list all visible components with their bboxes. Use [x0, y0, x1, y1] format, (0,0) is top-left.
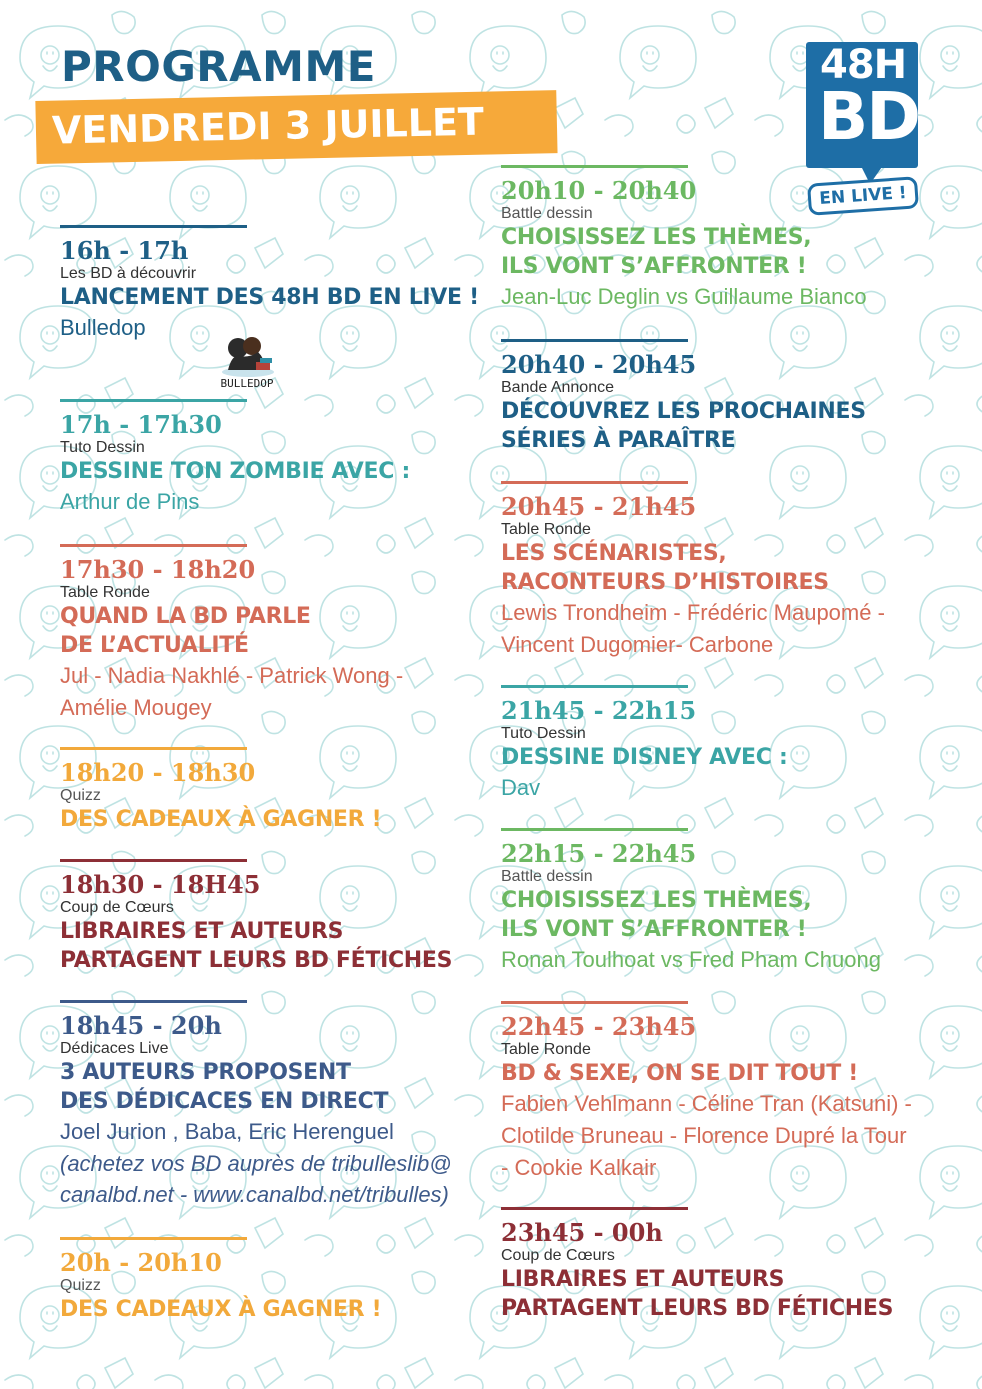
category: Table Ronde	[501, 521, 591, 538]
divider	[501, 1001, 688, 1004]
logo-line-2: BD	[818, 78, 920, 155]
divider	[501, 339, 688, 342]
session-title-line-1: 3 AUTEURS PROPOSENT	[60, 1060, 351, 1085]
logo-speech-bubble	[806, 42, 918, 168]
category: Table Ronde	[60, 584, 150, 601]
schedule-item	[60, 225, 479, 344]
session-title: DESSINE TON ZOMBIE AVEC :	[60, 459, 410, 484]
divider	[60, 399, 247, 402]
time-slot: 23h45 - 00h	[501, 1218, 663, 1247]
session-title-line-2: SÉRIES À PARAÎTRE	[501, 428, 736, 453]
session-title: DES CADEAUX À GAGNER !	[60, 1297, 382, 1322]
schedule-item	[60, 544, 403, 724]
session-title-line-1: LES SCÉNARISTES,	[501, 541, 727, 566]
session-title-line-2: PARTAGENT LEURS BD FÉTICHES	[501, 1296, 894, 1321]
session-title-line-1: LIBRAIRES ET AUTEURS	[501, 1267, 785, 1292]
bulledop-mascot-icon	[212, 334, 282, 378]
time-slot: 18h45 - 20h	[60, 1011, 222, 1040]
session-title-line-1: LIBRAIRES ET AUTEURS	[60, 919, 344, 944]
time-slot: 20h10 - 20h40	[501, 176, 697, 205]
session-title-line-1: CHOISISSEZ LES THÈMES,	[501, 225, 812, 250]
time-slot: 22h45 - 23h45	[501, 1012, 697, 1041]
time-slot: 20h45 - 21h45	[501, 492, 697, 521]
session-title-line-1: QUAND LA BD PARLE	[60, 604, 311, 629]
time-slot: 16h - 17h	[60, 236, 189, 265]
divider	[60, 747, 247, 750]
time-slot: 18h20 - 18h30	[60, 758, 256, 787]
session-title-line-2: ILS VONT S’AFFRONTER !	[501, 917, 807, 942]
schedule-item	[60, 399, 410, 518]
divider	[60, 859, 247, 862]
speakers-line-3: - Cookie Kalkair	[501, 1155, 657, 1180]
time-slot: 21h45 - 22h15	[501, 696, 697, 725]
speakers-line-1: Lewis Trondheim - Frédéric Maupomé -	[501, 600, 885, 625]
category: Bande Annonce	[501, 379, 614, 396]
divider	[60, 1237, 247, 1240]
category: Quizz	[60, 787, 101, 804]
purchase-note-line-2: canalbd.net - www.canalbd.net/tribulles)	[60, 1182, 449, 1207]
logo-badge: EN LIVE !	[807, 176, 919, 216]
session-title: DESSINE DISNEY AVEC :	[501, 745, 788, 770]
speakers: Bulledop	[60, 315, 146, 340]
category: Les BD à découvrir	[60, 265, 197, 282]
category: Dédicaces Live	[60, 1040, 169, 1057]
category: Battle dessin	[501, 205, 593, 222]
divider	[501, 685, 688, 688]
divider	[60, 1000, 247, 1003]
time-slot: 20h40 - 20h45	[501, 350, 697, 379]
session-title-line-2: DE L’ACTUALITÉ	[60, 633, 249, 658]
speakers: Ronan Toulhoat vs Fred Pham Chuong	[501, 947, 881, 972]
category: Battle dessin	[501, 868, 593, 885]
speakers-line-1: Fabien Vehlmann - Céline Tran (Katsuni) -	[501, 1091, 912, 1116]
speakers-line-2: Vincent Dugomier- Carbone	[501, 632, 774, 657]
session-title-line-2: RACONTEURS D’HISTOIRES	[501, 570, 829, 595]
bulledop-logo	[212, 334, 282, 394]
speakers-line-1: Jul - Nadia Nakhlé - Patrick Wong -	[60, 663, 404, 688]
speakers-line-2: Clotilde Bruneau - Florence Dupré la Tour	[501, 1123, 907, 1148]
schedule-item	[501, 165, 867, 313]
speakers: Jean-Luc Deglin vs Guillaume Bianco	[501, 284, 867, 309]
schedule-item	[60, 1237, 381, 1324]
session-title: LANCEMENT DES 48H BD EN LIVE !	[60, 285, 479, 310]
category: Tuto Dessin	[501, 725, 586, 742]
bulledop-label: BULLEDOP	[220, 377, 274, 390]
divider	[501, 1207, 688, 1210]
time-slot: 17h - 17h30	[60, 410, 222, 439]
schedule-item	[501, 339, 866, 455]
schedule-item	[60, 859, 452, 975]
schedule-item	[501, 1001, 912, 1184]
session-title-line-2: PARTAGENT LEURS BD FÉTICHES	[60, 948, 453, 973]
time-slot: 20h - 20h10	[60, 1248, 222, 1277]
schedule-item	[501, 828, 881, 976]
schedule-item	[60, 1000, 452, 1210]
schedule-item	[501, 685, 788, 804]
category: Coup de Cœurs	[501, 1247, 615, 1264]
category: Coup de Cœurs	[60, 899, 174, 916]
session-title-line-2: ILS VONT S’AFFRONTER !	[501, 254, 807, 279]
divider	[60, 225, 247, 228]
page-title: PROGRAMME	[61, 42, 376, 91]
schedule-item	[501, 481, 885, 661]
speakers: Joel Jurion , Baba, Eric Herenguel	[60, 1119, 394, 1144]
category: Table Ronde	[501, 1041, 591, 1058]
category: Tuto Dessin	[60, 439, 145, 456]
session-title: DES CADEAUX À GAGNER !	[60, 807, 382, 832]
divider	[60, 544, 247, 547]
session-title: BD & SEXE, ON SE DIT TOUT !	[501, 1061, 859, 1086]
schedule-item	[60, 747, 381, 834]
date-banner	[35, 90, 557, 164]
speakers: Arthur de Pins	[60, 489, 200, 514]
session-title-line-1: CHOISISSEZ LES THÈMES,	[501, 888, 812, 913]
divider	[501, 165, 688, 168]
speakers: Dav	[501, 775, 541, 800]
purchase-note-line-1: (achetez vos BD auprès de tribulleslib@	[60, 1151, 452, 1176]
speakers-line-2: Amélie Mougey	[60, 695, 212, 720]
session-title-line-2: DES DÉDICACES EN DIRECT	[60, 1089, 389, 1114]
session-title-line-1: DÉCOUVREZ LES PROCHAINES	[501, 399, 866, 424]
category: Quizz	[60, 1277, 101, 1294]
date-label: VENDREDI 3 JUILLET	[51, 99, 485, 153]
schedule-item	[501, 1207, 893, 1323]
divider	[501, 481, 688, 484]
divider	[501, 828, 688, 831]
time-slot: 17h30 - 18h20	[60, 555, 256, 584]
time-slot: 22h15 - 22h45	[501, 839, 697, 868]
logo-line-1: 48H	[820, 42, 907, 88]
time-slot: 18h30 - 18H45	[60, 870, 261, 899]
